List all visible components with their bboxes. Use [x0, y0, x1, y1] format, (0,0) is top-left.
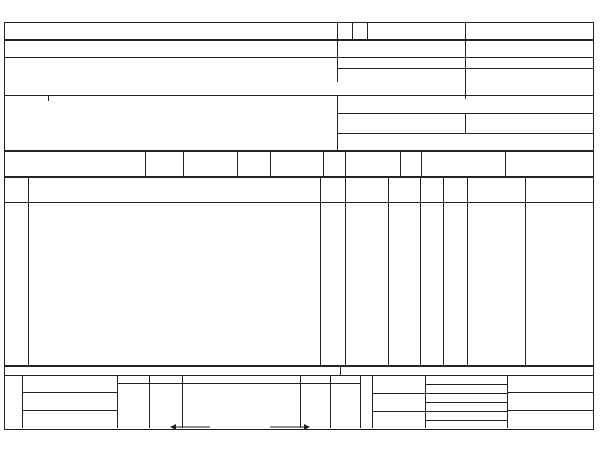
total-arrows-icon — [170, 422, 310, 432]
form-frame — [4, 22, 594, 430]
